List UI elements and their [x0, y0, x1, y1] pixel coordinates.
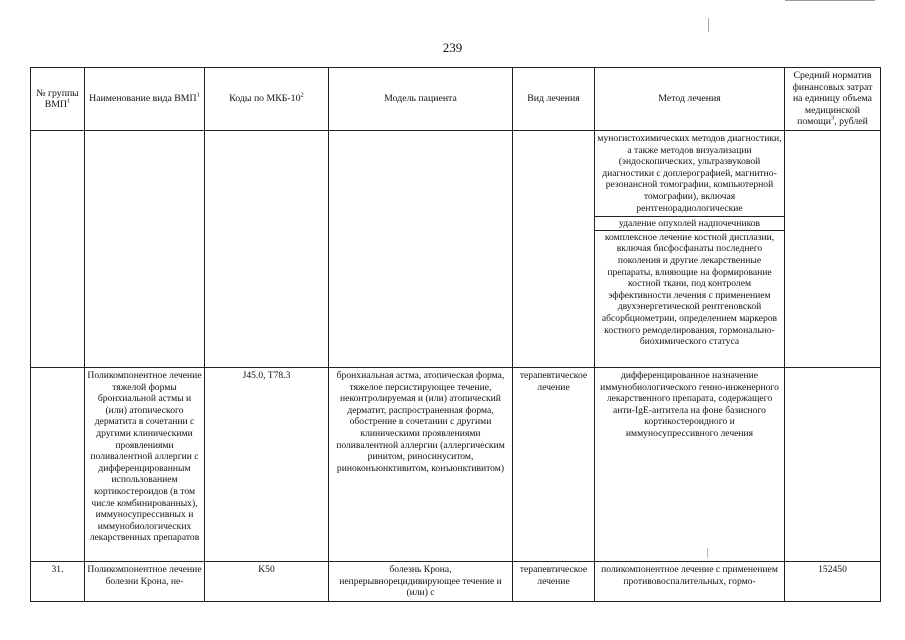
cell-vmp-name: Поликомпонентное лечение болезни Крона, не- [85, 562, 205, 602]
header-treatment-method: Метод лечения [595, 68, 785, 131]
vmp-table [30, 67, 881, 602]
cell-treatment-method: дифференцированное назначение иммунобиологического генно-инженерного лекарственного препарата, содержащего анти-IgE-антитела на фоне базисного кортикостероидного и иммуносупрессивного лечения [595, 368, 785, 562]
method-segment: удаление опухолей надпочечников [595, 216, 784, 230]
cell-avg-cost: 152450 [785, 562, 881, 602]
table-row [31, 562, 881, 602]
cell-icd-codes [205, 131, 329, 368]
cell-treatment-type: терапевтическое лечение [513, 368, 595, 562]
cell-icd-codes: K50 [205, 562, 329, 602]
cell-group-no [31, 131, 85, 368]
method-segment: комплексное лечение костной дисплазии, включая бисфосфанаты последнего поколения и другие лекарственные препараты, влияющие на формирование костной ткани, под контролем эффективности лечения с применением двухэнергетической рентгеновской абсорбциометрии, определением маркеров костного ремоделирования, гормонально-биохимического статуса [595, 230, 784, 348]
header-avg-cost: Средний норматив финансовых затрат на единицу объема медицинской помощи$^3$, рублей [785, 68, 881, 131]
cell-treatment-method: поликомпонентное лечение с применением противовоспалительных, гормо- [595, 562, 785, 602]
table-row [31, 368, 881, 562]
page-number: 239 [442, 40, 463, 55]
cell-vmp-name: Поликомпонентное лечение тяжелой формы бронхиальной астмы и (или) атопического дерматита в сочетании с другими клиническими проявлениями поливалентной аллергии с дифференцированным использованием кортикостероидов (в том числе комбинированных), иммуносупрессивных и иммунобиологических лекарственных препаратов [85, 368, 205, 562]
scan-mark [708, 18, 709, 32]
header-patient-model: Модель пациента [329, 68, 513, 131]
cell-patient-model: бронхиальная астма, атопическая форма, тяжелое персистирующее течение, неконтролируемая и (или) атопический дерматит, распространенная форма, обострение в сочетании с другими клиническими проявлениями поливалентной аллергии (аллергическим ринитом, риносинуситом, риноконъюнктивитом, конъюнктивитом) [329, 368, 513, 562]
cell-icd-codes: J45.0, T78.3 [205, 368, 329, 562]
header-group-no: № группы ВМП$^1$ [31, 68, 85, 131]
header-row [31, 68, 881, 131]
cell-treatment-type [513, 131, 595, 368]
cell-patient-model [329, 131, 513, 368]
corner-mark [785, 0, 875, 7]
header-treatment-type: Вид лечения [513, 68, 595, 131]
header-vmp-name: Наименование вида ВМП$^1$ [85, 68, 205, 131]
table-row [31, 131, 881, 368]
method-segment: муногистохимических методов диагностики, а также методов визуализации (эндоскопических, ультразвуковой диагностики с доплерографией, магнитно-резонансной томографии, компьютерной томографии), включая рентгенорадиологические [597, 133, 782, 214]
header-icd-codes: Коды по МКБ-$10^2$ [205, 68, 329, 131]
cell-patient-model: болезнь Крона, непрерывнорецидивирующее течение и (или) с [329, 562, 513, 602]
cell-group-no: 31. [31, 562, 85, 602]
cell-treatment-method [595, 131, 785, 368]
cell-treatment-type: терапевтическое лечение [513, 562, 595, 602]
cell-avg-cost [785, 131, 881, 368]
cell-vmp-name [85, 131, 205, 368]
cell-group-no [31, 368, 85, 562]
cell-avg-cost [785, 368, 881, 562]
